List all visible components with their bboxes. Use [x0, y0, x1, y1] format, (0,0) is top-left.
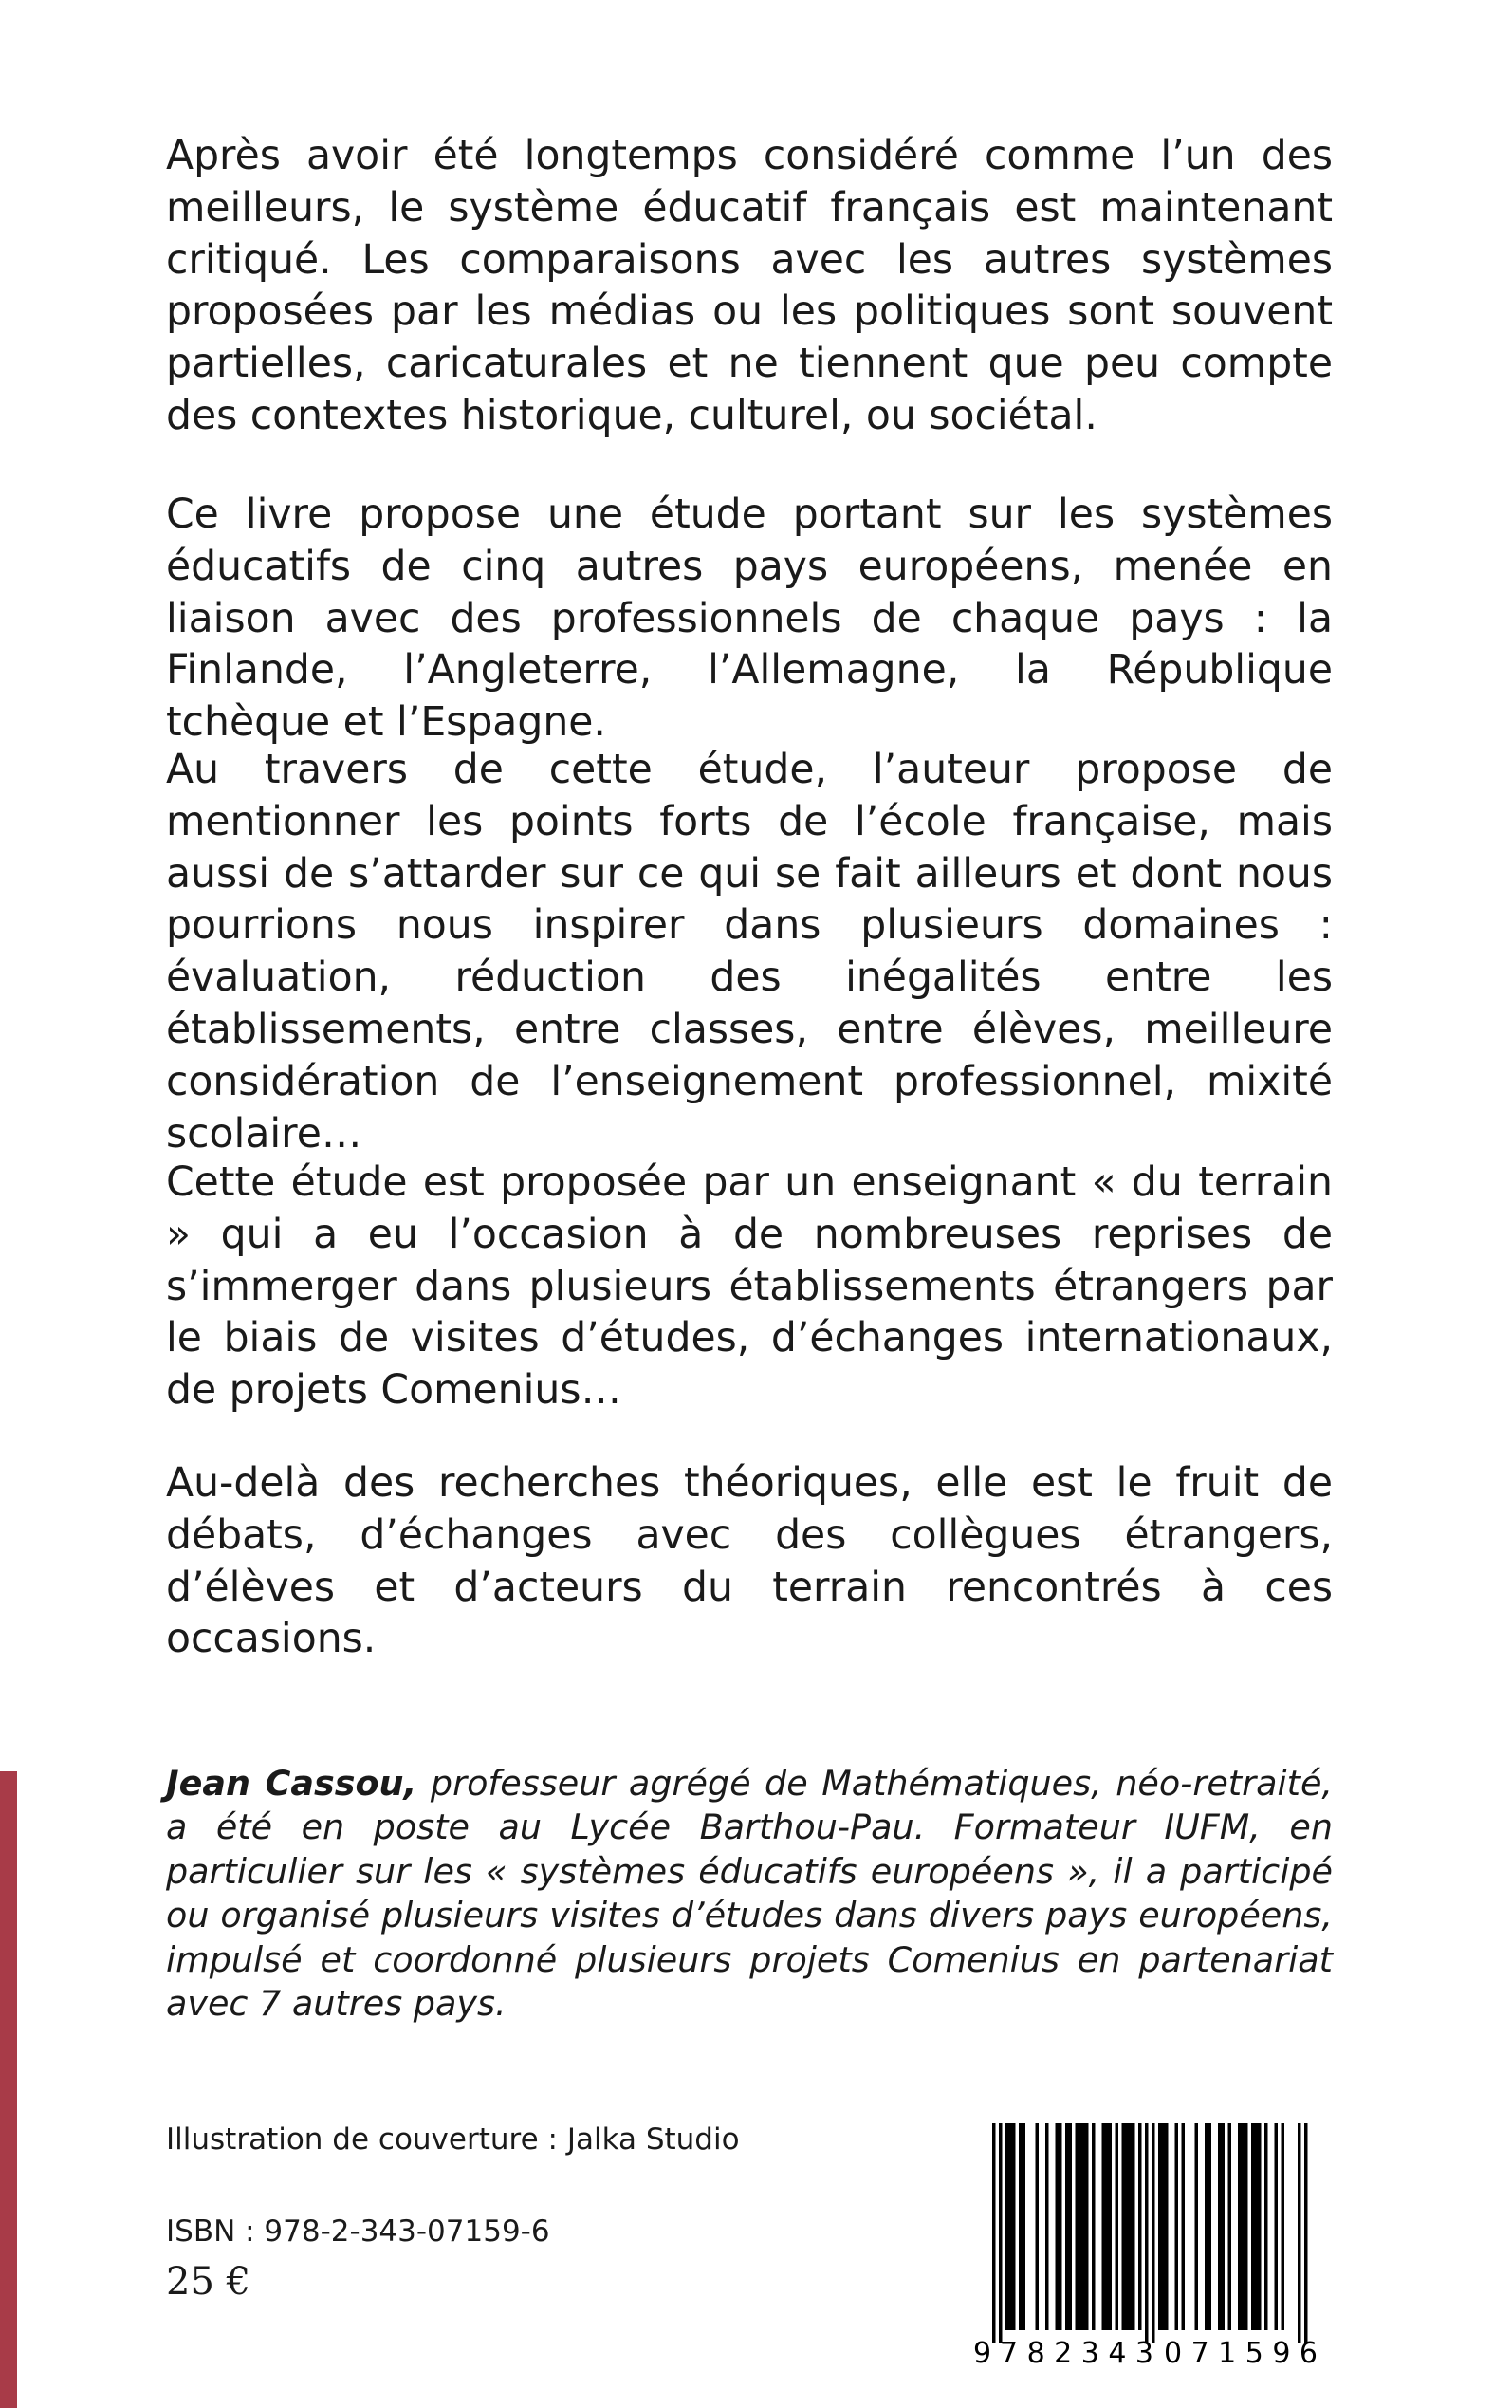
barcode-bar [1065, 2123, 1069, 2330]
barcode-bar [1019, 2123, 1023, 2330]
barcode-bar [1175, 2123, 1179, 2330]
barcode-bar [1036, 2123, 1040, 2330]
barcode-bar [1158, 2123, 1162, 2330]
barcode-bar [1264, 2123, 1268, 2330]
barcode-bar [1132, 2123, 1135, 2330]
barcode-digits-right: 071596 [1164, 2337, 1327, 2368]
barcode-bar [1251, 2123, 1255, 2330]
barcode-bar [1009, 2123, 1013, 2330]
barcode-bar [992, 2123, 996, 2343]
barcode-bar [1145, 2123, 1149, 2343]
barcode-bar [1242, 2123, 1245, 2330]
barcode-digit-first: 9 [973, 2337, 992, 2368]
author-name: Jean Cassou, [166, 1763, 417, 1804]
barcode-bar [1069, 2123, 1073, 2330]
barcode [971, 2123, 1336, 2368]
paragraph-4: Cette étude est proposée par un enseignant « du terrain » qui a eu l’occasion à de nombreuses reprises de s’immerger dans plusieurs établissements étrangers par le biais de visites d’études, d’échanges internationaux, de projets Comenius… [166, 1159, 1333, 1415]
barcode-bar [1238, 2123, 1242, 2330]
barcode-bar [1282, 2123, 1285, 2330]
price: 25 € [166, 2260, 251, 2304]
barcode-bar [1056, 2123, 1060, 2330]
barcode-bar [1138, 2123, 1142, 2330]
paragraph-5: Au-delà des recherches théoriques, elle est le fruit de débats, d’échanges avec des collègues étrangers, d’élèves et d’acteurs du terrain rencontrés à ces occasions. [166, 1460, 1333, 1663]
barcode-bar [1152, 2123, 1155, 2343]
barcode-bar [1116, 2123, 1119, 2330]
barcode-bar [1195, 2123, 1199, 2330]
barcode-bar [1245, 2123, 1248, 2330]
barcode-bar [1255, 2123, 1259, 2330]
barcode-bar [1182, 2123, 1186, 2330]
paragraph-2: Ce livre propose une étude portant sur les systèmes éducatifs de cinq autres pays européens, menée en liaison avec des professionnels de chaque pays : la Finlande, l’Angleterre, l’Allemagne, la République tchèque et l’Espagne. [166, 491, 1333, 747]
barcode-bar [1258, 2123, 1262, 2330]
barcode-bar [1275, 2123, 1279, 2330]
barcode-bar [1085, 2123, 1089, 2330]
barcode-bar [1165, 2123, 1169, 2330]
barcode-bar [1205, 2123, 1208, 2330]
author-bio [166, 1762, 1333, 2026]
barcode-bar [1005, 2123, 1009, 2330]
isbn: ISBN : 978-2-343-07159-6 [166, 2214, 550, 2249]
barcode-bar [1218, 2123, 1222, 2330]
illustration-credit: Illustration de couverture : Jalka Studio [166, 2122, 740, 2157]
barcode-bar [1092, 2123, 1096, 2330]
barcode-bar [1222, 2123, 1226, 2330]
paragraph-3: Au travers de cette étude, l’auteur propose de mentionner les points forts de l’école française, mais aussi de s’attarder sur ce qui se fait ailleurs et dont nous pourrions nous inspirer dans plusieurs domaines : évaluation, réduction des inégalités entre les établissements, entre classes, entre élèves, meilleure considération de l’enseignement professionnel, mixité scolaire… [166, 747, 1333, 1158]
barcode-bar [1082, 2123, 1086, 2330]
barcode-bar [999, 2123, 1003, 2343]
barcode-bar [1129, 2123, 1133, 2330]
barcode-bar [1105, 2123, 1109, 2330]
barcode-bar [1109, 2123, 1113, 2330]
barcode-bar [1162, 2123, 1166, 2330]
barcode-bar [1059, 2123, 1062, 2330]
barcode-bar [1076, 2123, 1079, 2330]
author-bio-text: professeur agrégé de Mathématiques, néo-retraité, a été en poste au Lycée Barthou-Pau. Formateur IUFM, en particulier sur les « systèmes éducatifs européens », il a participé ou organisé plusieurs visites d’études dans divers pays européens, impulsé et coordonné plusieurs projets Comenius en partenariat avec 7 autres pays. [166, 1763, 1333, 2025]
barcode-bar [1023, 2123, 1026, 2330]
barcode-bar [1125, 2123, 1129, 2330]
barcode-digits-left: 782343 [1000, 2337, 1163, 2368]
barcode-bar [1122, 2123, 1126, 2330]
barcode-bar [1045, 2123, 1049, 2330]
barcode-bar [1304, 2123, 1308, 2343]
barcode-bar [1208, 2123, 1212, 2330]
barcode-bar [1228, 2123, 1232, 2330]
paragraph-1: Après avoir été longtemps considéré comme l’un des meilleurs, le système éducatif français est maintenant critiqué. Les comparaisons avec les autres systèmes proposées par les médias ou les politiques sont souvent partielles, caricaturales et ne tiennent que peu compte des contextes historique, culturel, ou sociétal. [166, 133, 1333, 439]
barcode-bar [1079, 2123, 1082, 2330]
barcode-bars [992, 2123, 1308, 2343]
barcode-bar [1102, 2123, 1106, 2330]
barcode-bar [1298, 2123, 1301, 2343]
barcode-bar [1012, 2123, 1016, 2330]
accent-bar [0, 1771, 17, 2408]
